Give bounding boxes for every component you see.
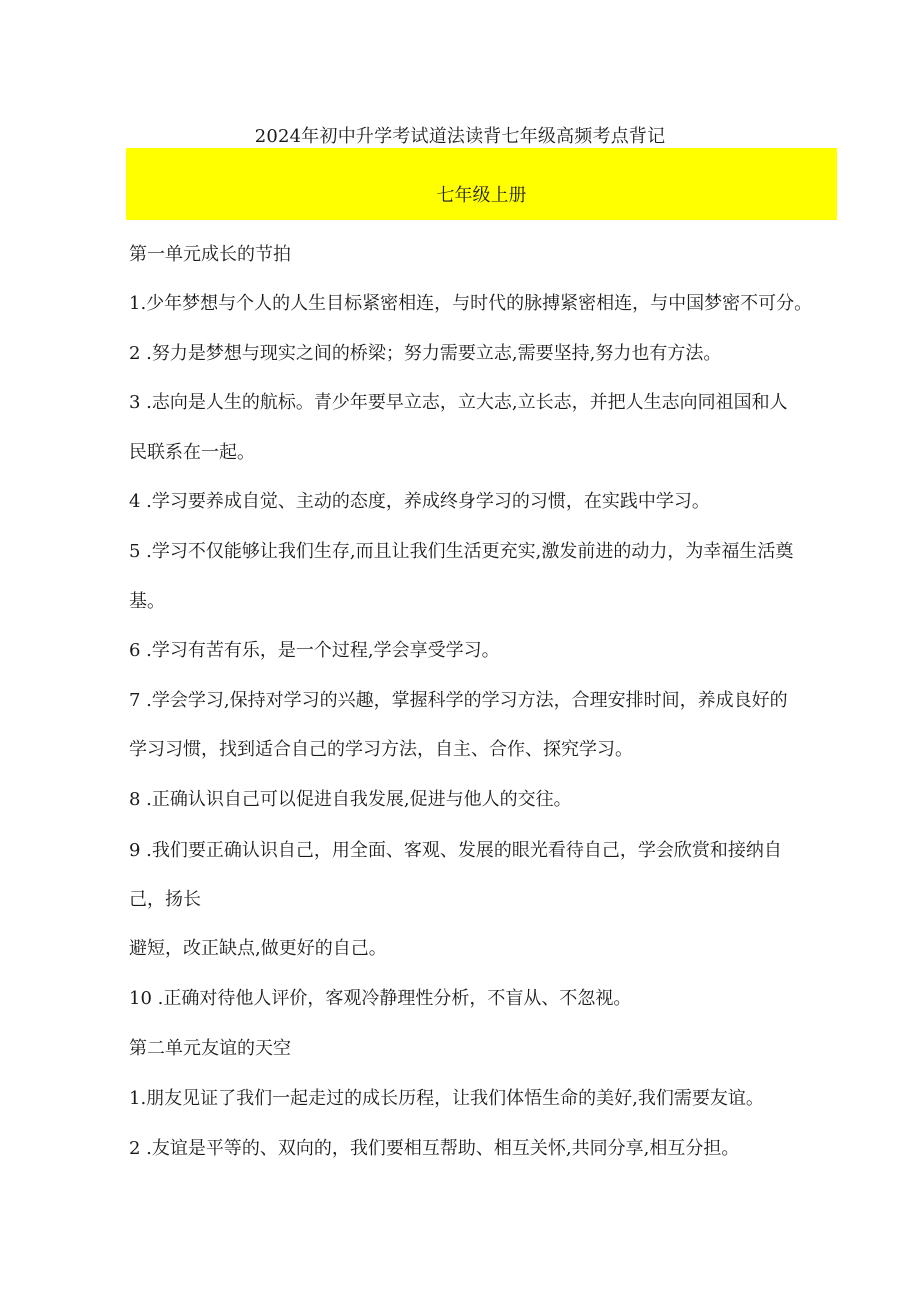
point-1-9: 9 .我们要正确认识自己，用全面、客观、发展的眼光看待自己，学会欣赏和接纳自 [129,840,782,861]
point-1-8: 8 .正确认识自己可以促进自我发展,促进与他人的交往。 [129,789,572,810]
unit-heading-1: 第一单元成长的节拍 [129,244,291,265]
point-1-9-cont: 己，扬长 [129,889,201,910]
point-1-6: 6 .学习有苦有乐，是一个过程,学会享受学习。 [129,640,500,661]
point-2-2: 2 .友谊是平等的、双向的，我们要相互帮助、相互关怀,共同分享,相互分担。 [129,1138,740,1159]
point-1-9-cont-2: 避短，改正缺点,做更好的自己。 [129,938,387,959]
point-1-3: 3 .志向是人生的航标。青少年要早立志，立大志,立长志，并把人生志向同祖国和人 [129,392,788,413]
point-2-1: 1.朋友见证了我们一起走过的成长历程，让我们体悟生命的美好,我们需要友谊。 [129,1088,764,1109]
point-1-5: 5 .学习不仅能够让我们生存,而且让我们生活更充实,激发前进的动力，为幸福生活奠 [129,541,794,562]
unit-heading-2: 第二单元友谊的天空 [129,1038,291,1059]
document-title: 2024年初中升学考试道法读背七年级高频考点背记 [254,126,666,147]
point-1-3-cont: 民联系在一起。 [129,442,255,463]
point-1-5-cont: 基。 [129,591,165,612]
point-1-2: 2 .努力是梦想与现实之间的桥梁；努力需要立志,需要坚持,努力也有方法。 [129,343,722,364]
point-1-7-cont: 学习习惯，找到适合自己的学习方法，自主、合作、探究学习。 [129,739,633,760]
grade-highlight-band [126,148,837,220]
point-1-7: 7 .学会学习,保持对学习的兴趣，掌握科学的学习方法，合理安排时间，养成良好的 [129,690,788,711]
grade-label: 七年级上册 [436,185,527,206]
point-1-1: 1.少年梦想与个人的人生目标紧密相连，与时代的脉搏紧密相连，与中国梦密不可分。 [129,293,813,314]
point-1-4: 4 .学习要养成自觉、主动的态度，养成终身学习的习惯，在实践中学习。 [129,491,710,512]
point-1-10: 10 .正确对待他人评价，客观冷静理性分析，不盲从、不忽视。 [129,988,632,1009]
